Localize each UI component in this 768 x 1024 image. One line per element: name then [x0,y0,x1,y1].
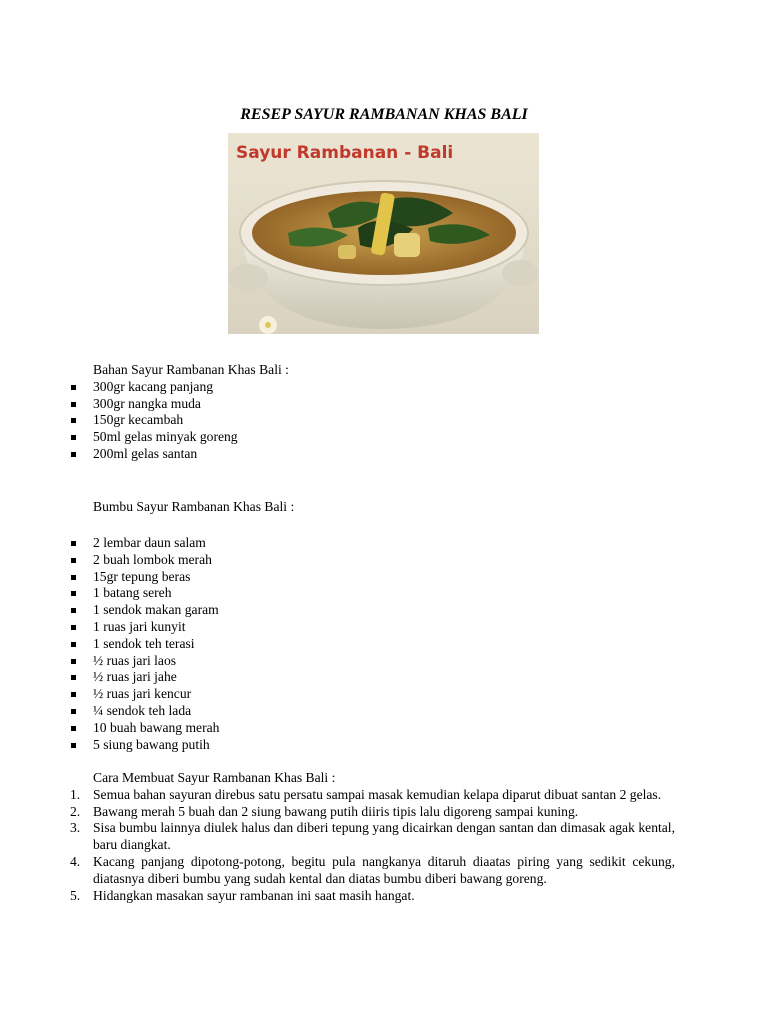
bullet-icon [71,608,76,613]
recipe-title: RESEP SAYUR RAMBANAN KHAS BALI [240,106,528,123]
list-item: 1. Semua bahan sayuran direbus satu persatu sampai masak kemudian kelapa diparut dibuat santan 2 gelas. [70,786,662,802]
list-item: 2 buah lombok merah [71,552,675,569]
bullet-icon [71,692,76,697]
spices-heading: Bumbu Sayur Rambanan Khas Bali : [93,499,295,514]
list-item: 5 siung bawang putih [71,737,675,754]
bullet-icon [71,659,76,664]
bullet-icon [71,591,76,596]
list-item: 1 ruas jari kunyit [71,619,675,636]
list-item: 3. Sisa bumbu lainnya diulek halus dan diberi tepung yang dicairkan dengan santan dan dimasak agak kental, baru diangkat. [70,820,675,853]
list-item: 5. Hidangkan masakan sayur rambanan ini saat masih hangat. [70,887,415,903]
list-item: 50ml gelas minyak goreng [71,429,675,446]
list-item: 150gr kecambah [71,412,675,429]
list-item: ¼ sendok teh lada [71,703,675,720]
bullet-icon [71,558,76,563]
food-photo [228,133,539,334]
list-item: 200ml gelas santan [71,446,675,463]
bullet-icon [71,675,76,680]
ingredients-section [71,362,675,463]
spices-list [71,535,675,753]
list-item: ½ ruas jari laos [71,653,675,670]
list-item: 1 sendok makan garam [71,602,675,619]
bullet-icon [71,709,76,714]
bullet-icon [71,402,76,407]
list-item: ½ ruas jari jahe [71,669,675,686]
bullet-icon [71,418,76,423]
bullet-icon [71,642,76,647]
ingredients-heading: Bahan Sayur Rambanan Khas Bali : [93,362,289,377]
list-item: 4. Kacang panjang dipotong-potong, begitu pula nangkanya ditaruh diaatas piring yang sedikit cekung, diatasnya diberi bumbu yang sudah kental dan diatas bumbu diberi bawang goreng. [70,853,675,886]
bullet-icon [71,541,76,546]
bullet-icon [71,726,76,731]
list-item: 1 sendok teh terasi [71,636,675,653]
spices-heading-block [71,499,675,516]
bullet-icon [71,625,76,630]
list-item: 2. Bawang merah 5 buah dan 2 siung bawang putih diiris tipis lalu digoreng sampai kuning. [70,803,579,819]
photo-caption: Sayur Rambanan - Bali [236,143,454,163]
method-steps [71,787,675,905]
bullet-icon [71,452,76,457]
bullet-icon [71,435,76,440]
list-item: 15gr tepung beras [71,569,675,586]
list-item: ½ ruas jari kencur [71,686,675,703]
bullet-icon [71,575,76,580]
method-section [71,770,675,904]
method-heading: Cara Membuat Sayur Rambanan Khas Bali : [93,770,336,785]
spices-section [71,535,675,753]
bullet-icon [71,743,76,748]
list-item: 300gr kacang panjang [71,379,675,396]
list-item: 1 batang sereh [71,585,675,602]
list-item: 300gr nangka muda [71,396,675,413]
ingredients-list [71,379,675,463]
list-item: 10 buah bawang merah [71,720,675,737]
list-item: 2 lembar daun salam [71,535,675,552]
bullet-icon [71,385,76,390]
